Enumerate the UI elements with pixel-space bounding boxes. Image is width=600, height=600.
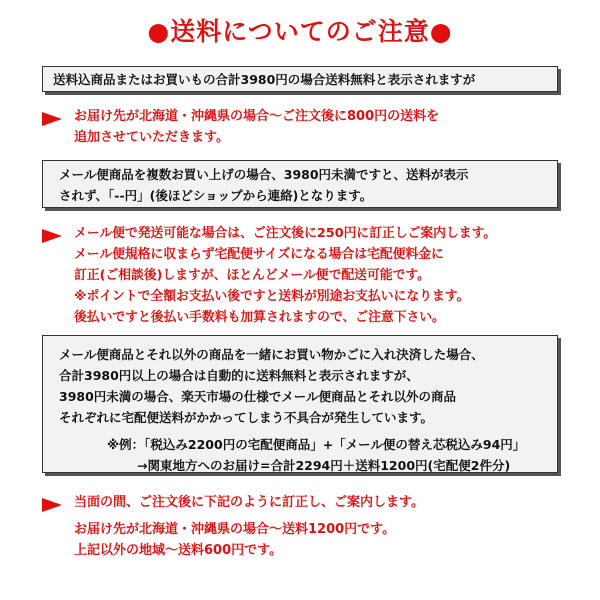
- arrow-right-icon: [42, 229, 62, 243]
- notice-hokkaido-okinawa: [74, 106, 439, 148]
- notice-line: お届け先が北海道・沖縄県の場合～送料1200円です。: [74, 522, 396, 537]
- notice-line: お届け先が北海道・沖縄県の場合～ご注文後に800円の送料を: [74, 109, 440, 124]
- arrow-right-icon: [42, 498, 62, 512]
- notice-line: 当面の間、ご注文後に下記のように訂正し、ご案内します。: [74, 495, 424, 510]
- notice-line: メール便規格に収まらず宅配便サイズになる場合は宅配便料金に: [74, 247, 444, 262]
- notice-correction: [74, 492, 424, 561]
- notice-mail-delivery: [74, 223, 496, 328]
- notice-line: メール便で発送可能な場合は、ご注文後に250円に訂正しご案内します。: [74, 226, 497, 241]
- arrow-right-icon: [42, 112, 62, 126]
- box-line: 送料込商品またはお買いもの合計3980円の場合送料無料と表示されますが: [53, 72, 476, 87]
- notice-line: 訂正(ご相談後)しますが、ほとんどメール便で配送可能です。: [74, 268, 430, 283]
- notice-line: 追加させていただきます。: [74, 130, 229, 145]
- example-line: ※例：「税込み2200円の宅配便商品」+「メール便の替え芯税込み94円」: [107, 437, 526, 452]
- box-line: メール便商品を複数お買い上げの場合、3980円未満ですと、送料が表示: [59, 167, 469, 182]
- example-line: →関東地方へのお届け=合計2294円＋送料1200円(宅配便2件分): [137, 458, 511, 473]
- box-line: メール便商品とそれ以外の商品を一緒にお買い物かごに入れ決済した場合、: [59, 347, 484, 362]
- page-title: ●送料についてのご注意●: [147, 17, 453, 46]
- box-line: 3980円未満の場合、楽天市場の仕様でメール便商品とそれ以外の商品: [59, 389, 457, 404]
- notice-line: 上記以外の地域～送料600円です。: [74, 543, 283, 558]
- notice-box-free-shipping: [42, 66, 558, 92]
- notice-line: ※ポイントで全額お支払い後ですと送料が別途お支払いになります。: [74, 289, 470, 304]
- notice-box-mail-multiple: [42, 160, 558, 208]
- box-line: 合計3980円以上の場合は自動的に送料無料と表示されますが、: [59, 368, 419, 383]
- notice-line: 後払いですと後払い手数料も加算されますので、ご注意下さい。: [74, 310, 445, 325]
- notice-box-mixed-cart: [42, 335, 558, 473]
- box-line: それぞれに宅配便送料がかかってしまう不具合が発生しています。: [59, 410, 434, 425]
- box-line: されず、「--円」(後ほどショップから連絡)となります。: [59, 188, 373, 203]
